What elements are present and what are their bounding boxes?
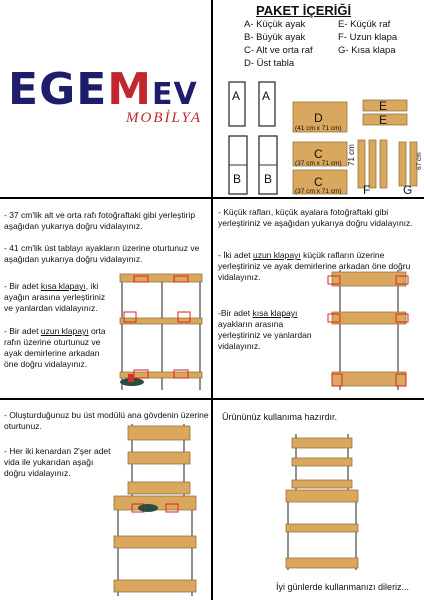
part-f-drawing (347, 140, 387, 197)
step1-paragraph-3: - Bir adet kısa klapayı, iki ayağın arasına yerleştiriniz ve yanlardan vidalayınız. (4, 281, 106, 313)
dim-f: 71 cm (347, 144, 356, 166)
step3-illustration (110, 422, 210, 598)
dim-c-2: (37 cm x 71 cm) (295, 188, 342, 195)
part-c-item: C- Alt ve orta raf (244, 45, 313, 56)
label-d: D (314, 111, 323, 125)
label-c-2: C (314, 175, 323, 189)
label-b-1: B (233, 172, 242, 186)
step3-paragraph-1: - Oluşturduğunuz bu üst modülü ana gövdenin üzerine oturtunuz. (4, 410, 209, 431)
final-product-illustration (282, 432, 362, 572)
package-list-right (338, 18, 397, 57)
part-d-drawing (293, 102, 347, 132)
step2-paragraph-1: - Küçük rafları, küçük ayalara fotoğraftaki gibi yerleştiriniz ve aşağıdan yukarıya doğru vidalayınız. (218, 207, 413, 228)
label-a-2: A (262, 89, 271, 103)
label-e-1: E (379, 99, 388, 113)
dim-g: 67 cm (416, 152, 423, 170)
step3-paragraph-2: - Her iki kenardan 2'şer adet vida ile yukarıdan aşağı doğru vidalayınız. (4, 446, 111, 478)
dim-c-1: (37 cm x 71 cm) (295, 160, 342, 167)
step1-paragraph-4: - Bir adet uzun klapayı orta rafın üzerine oturtunuz ve ayak demirlerine arkadan öne doğru vidalayınız. (4, 326, 106, 369)
label-g: G (403, 183, 413, 197)
part-b-drawing (229, 136, 277, 194)
part-b-item: B- Büyük ayak (244, 32, 306, 43)
part-c-drawing (293, 142, 347, 195)
label-b-2: B (264, 172, 273, 186)
step2-paragraph-3: -Bir adet kısa klapayı ayakların arasına yerleştiriniz ve yanlardan vidalayınız. (218, 308, 312, 351)
step2-short-rail-emphasis: kısa klapayı (252, 308, 298, 318)
part-e-drawing (363, 99, 407, 127)
ready-message: Ürününüz kullanıma hazırdır. (222, 412, 338, 422)
package-list-left (244, 18, 313, 70)
short-rail-emphasis: kısa klapayı (40, 281, 86, 291)
brand-wordmark: EGEMEV (8, 64, 198, 115)
part-a-item: A- Küçük ayak (244, 19, 306, 30)
brand-subtitle: MOBİLYA (126, 110, 202, 126)
step1-paragraph-1: - 37 cm'lik alt ve orta rafı fotoğraftaki gibi yerleştirip aşağıdan yukarıya doğru vidalayınız. (4, 210, 196, 231)
part-a-drawing (229, 82, 275, 126)
parts-diagram (213, 70, 424, 197)
step2-long-rail-emphasis: uzun klapayı (252, 250, 301, 260)
part-g-drawing (399, 142, 423, 197)
package-title: PAKET İÇERİĞİ (256, 3, 352, 18)
step2-illustration (318, 266, 422, 394)
brand-logo (8, 64, 208, 134)
step1-paragraph-2: - 41 cm'lik üst tablayı ayakların üzerine oturtunuz ve aşağıdan yukarıya doğru vidalayınız. (4, 243, 200, 264)
part-d-item: D- Üst tabla (244, 58, 295, 69)
label-f: F (363, 183, 371, 197)
step1-illustration (112, 268, 210, 394)
part-g-item: G- Kısa klapa (338, 45, 396, 56)
step2-paragraph-2: - İki adet uzun klapayı küçük rafların üzerine yerleştiriniz ve ayak demirlerine arkadan öne doğru vidalayınız. (218, 250, 411, 282)
label-e-2: E (379, 113, 388, 127)
horizontal-divider-2 (0, 398, 424, 400)
horizontal-divider-1 (0, 197, 424, 199)
dim-d: (41 cm x 71 cm) (295, 125, 342, 132)
closing-message: İyi günlerde kullanmanızı dileriz... (276, 582, 410, 592)
long-rail-emphasis: uzun klapayı (40, 326, 89, 336)
label-c-1: C (314, 147, 323, 161)
part-f-item: F- Uzun klapa (338, 32, 398, 43)
label-a-1: A (232, 89, 241, 103)
part-e-item: E- Küçük raf (338, 19, 391, 30)
